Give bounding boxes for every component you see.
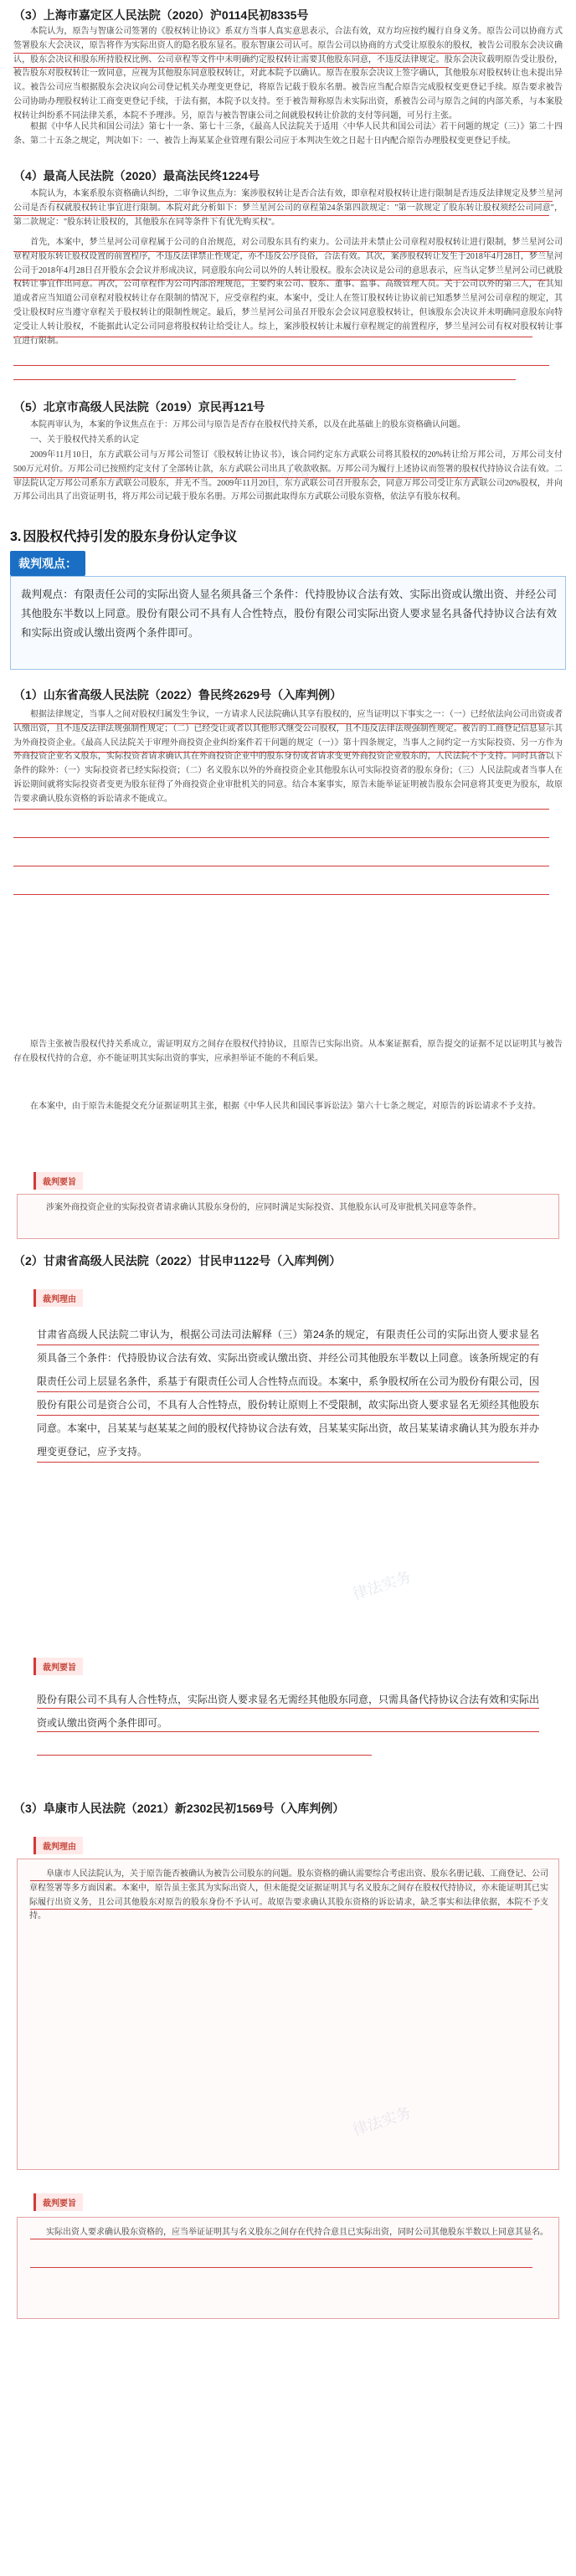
underline [37, 1731, 539, 1732]
section-number: 3. [10, 530, 22, 544]
case-heading: （3）阜康市人民法院（2021）新2302民初1569号（入库判例） [13, 1802, 345, 1815]
underline [30, 1880, 532, 1881]
paragraph: 原告主张被告股权代持关系成立，需证明双方之间存在股权代持协议，且原告已实际出资。从本案证据看，原告提交的证据不足以证明其与被告存在股权代持的合意，亦不能证明其实际出资的事实，应承担举证不能的不利后果。 [13, 1040, 563, 1063]
paragraph: 2009年11月10日，东方武联公司与万邦公司签订《股权转让协议书》，该合同约定东方武联公司将其股权的20%转让给万邦公司，万邦公司支付500万元对价。万邦公司已按照约定支付了全部转让款，东方武联公司出具了收款收据。万邦公司为履行上述协议而签署的股权代持协议合法有效。二审法院认定万邦公司系东方武联公司股东，并无不当。2009年11月20日，东方武联公司召开股东会，同意万邦公司受让东方武联公司20%股权，并向万邦公司出具了出资证明书，将万邦公司记载于股东名册。万邦公司据此取得东方武联公司股东资格，依法享有股东权利。 [13, 450, 563, 502]
underline [13, 752, 549, 753]
viewpoint-text: 裁判观点：有限责任公司的实际出资人显名须具备三个条件：代持股协议合法有效、实际出资或认缴出资、并经公司其他股东半数以上同意。股份有限公司不具有人合性特点，股份有限公司实际出资人要求显名具备代持协议合法有效和实际出资或认缴出资两个条件即可。 [21, 589, 557, 639]
paragraph: 甘肃省高级人民法院二审认为，根据公司法司法解释（三）第24条的规定，有限责任公司的实际出资人要求显名须具备三个条件：代持股协议合法有效、实际出资或认缴出资、并经公司其他股东半数以上同意。该条所规定的有限责任公司上层显名条件，系基于有限责任公司人合性特点而设。本案中，系争股权所在公司为股份有限公司，因股份有限公司是资合公司，不具有人合性特点，股份转让原则上不受限制，故实际出资人要求显名无须经其他股东同意。本案中，吕某某与赵某某之间的股权代持协议合法有效，吕某某实际出资，故吕某某请求确认其为股东并办理变更登记，应予支持。 [37, 1329, 540, 1458]
case-heading: （5）北京市高级人民法院（2019）京民再121号 [13, 400, 265, 414]
paragraph: 本院认为，原告与智康公司签署的《股权转让协议》系双方当事人真实意思表示，合法有效，双方均应按约履行自身义务。原告公司以协商方式签署股东大会决议，原告将作为实际出资人的隐名股东显名。股东智康公司认可。原告公司以协商的方式受让原股东的股权，被告公司股东会决议确认，股东会决议和股东所持股权比例、公司章程等文件中未明确约定股权转让需要其他股东同意，不违反法律规定。股东会决议载明原告受让股份，被告股东对股权转让一致同意，应视为其他股东同意股权转让，对此本院予以确认。原告在股东会决议上签字确认，其他股东对股权转让也未提出异议。被告公司应当根据股东会决议向公司登记机关办理变更登记，将原告记载于股东名册。被告应当配合原告完成股权变更登记手续。原告要求被告公司协助办理股权转让工商变更登记手续，于法有据，本院予以支持。至于被告辩称原告未实际出资，系被告公司与原告之间的内部关系，与本案股权转让纠纷系不同法律关系，本院不予理涉。另，原告与被告智康公司之间就股权转让价款的支付等问题，可另行主张。 [13, 27, 563, 121]
underline [37, 1391, 539, 1392]
underline [13, 809, 549, 810]
gist-tag: 裁判要旨 [33, 1658, 83, 1675]
underline [13, 53, 482, 54]
gist-box [17, 2217, 559, 2319]
underline [13, 477, 482, 478]
paragraph: 根据《中华人民共和国公司法》第七十一条、第七十三条，《最高人民法院关于适用〈中华人民共和国公司法〉若干问题的规定（三）》第二十四条、第二十五条之规定，判决如下：一、被告上海某某企业管理有限公司应于本判决生效之日起十日内配合原告办理股权变更登记手续。 [13, 122, 563, 146]
paragraph: 根据法律规定，当事人之间对股权归属发生争议，一方请求人民法院确认其享有股权的，应当证明以下事实之一：（一）已经依法向公司出资或者认缴出资，且不违反法律法规强制性规定；（二）已经受让或者以其他形式继受公司股权，且不违反法律法规强制性规定。被告的工商登记信息显示其为外商投资企业。《最高人民法院关于审理外商投资企业纠纷案件若干问题的规定（一）》第十四条规定，当事人之间约定一方实际投资、另一方作为外商投资企业名义股东，实际投资者请求确认其在外商投资企业中的股东身份或者请求变更外商投资企业股东的，人民法院不予支持。同时具备以下条件的除外：（一）实际投资者已经实际投资；（二）名义股东以外的外商投资企业其他股东认可实际投资者的股东身份；（三）人民法院或者当事人在诉讼期间就将实际投资者变更为股东征得了外商投资企业审批机关的同意。结合本案事实，原告未能举证证明被告股东会同意将其变更为股东，故原告要求确认股东资格的诉讼请求不能成立。 [13, 710, 563, 804]
watermark: 律法实务 [350, 2104, 414, 2139]
case-heading: （1）山东省高级人民法院（2022）鲁民终2629号（入库判例） [13, 688, 342, 702]
underline [50, 201, 553, 202]
gist-tag: 裁判要旨 [33, 1172, 83, 1190]
underline [13, 837, 549, 838]
gist-text: 股份有限公司不具有人合性特点，实际出资人要求显名无需经其他股东同意，只需具备代持协议合法有效和实际出资或认缴出资两个条件即可。 [37, 1694, 540, 1729]
case-heading: （4）最高人民法院（2020）最高法民终1224号 [13, 169, 260, 183]
watermark: 律法实务 [249, 463, 313, 498]
paragraph: 本院再审认为，本案的争议焦点在于：万邦公司与原告是否存在股权代持关系，以及在此基础上的股东资格确认问题。 [30, 420, 465, 429]
gist-tag: 裁判要旨 [33, 2193, 83, 2211]
section-title-text: 因股权代持引发的股东身份认定争议 [23, 530, 238, 544]
reason-tag: 裁判理由 [33, 1837, 83, 1854]
underline [13, 894, 549, 895]
underline [13, 365, 549, 366]
underline [13, 723, 549, 724]
paragraph: 阜康市人民法院认为，关于原告能否被确认为被告公司股东的问题。股东资格的确认需要综合考虑出资、股东名册记载、工商登记、公司章程签署等多方面因素。本案中，原告虽主张其为实际出资人，但未能提交证据证明其与名义股东之间存在股权代持协议，亦未能证明其已实际履行出资义务，且公司其他股东对原告的股东身份不予认可。故原告要求确认其股东资格的诉讼请求，缺乏事实和法律依据，本院不予支持。 [29, 1869, 548, 1921]
section-title [10, 526, 237, 545]
paragraph: 在本案中，由于原告未能提交充分证据证明其主张，根据《中华人民共和国民事诉讼法》第六十七条之规定，对原告的诉讼请求不予支持。 [30, 1102, 541, 1111]
paragraph: 本院认为，本案系股东资格确认纠纷，二审争议焦点为：案涉股权转让是否合法有效，即章程对股权转让进行限制是否违反法律规定及梦兰星河公司是否有权就股权转让事宜进行限制。本院对此分析如下：梦兰星河公司的章程第24条第四款规定："第一款规定了股东转让股权须经公司同意"，第二款规定："股东转让股权的，其他股东在同等条件下有优先购买权"。 [13, 189, 563, 227]
underline [37, 1415, 539, 1416]
paragraph: 一、关于股权代持关系的认定 [30, 435, 139, 445]
gist-text: 涉案外商投资企业的实际投资者请求确认其股东身份的，应同时满足实际投资、其他股东认可及审批机关同意等条件。 [46, 1203, 481, 1212]
underline [30, 2267, 532, 2268]
underline [13, 379, 516, 380]
gist-box [17, 1194, 559, 1239]
watermark: 律法实务 [350, 1568, 414, 1603]
underline [30, 1909, 532, 1910]
underline [37, 1462, 539, 1463]
underline [13, 215, 549, 216]
gist-text: 实际出资人要求确认股东资格的，应当举证证明其与名义股东之间存在代持合意且已实际出资，同时公司其他股东半数以上同意其显名。 [46, 2228, 548, 2237]
case-heading: （2）甘肃省高级人民法院（2022）甘民申1122号（入库判例） [13, 1254, 342, 1267]
underline [37, 1755, 372, 1756]
underline [37, 1708, 539, 1709]
viewpoint-badge: 裁判观点： [10, 551, 85, 576]
paragraph: 首先，本案中，梦兰星河公司章程属于公司的自治规范，对公司股东具有约束力。公司法并未禁止公司章程对股权转让进行限制，梦兰星河公司章程对股东转让股权设置的前置程序，不违反法律禁止性规定，亦不违反公序良俗，合法有效。其次，案涉股权转让发生于2018年4月28日，梦兰星河公司于2018年4月28日召开股东会会议并形成决议，同意股东向公司以外的人转让股权。股东会决议是公司的意思表示，应当认定梦兰星河公司已就股权转让事宜作出同意。再次，公司章程作为公司内部治理规范，主要约束公司、股东、董事、监事、高级管理人员。关于公司以外的第三人，在其知道或者应当知道公司章程对股权转让存在限制的情况下，应受章程约束。本案中，受让人在签订股权转让协议前已知悉梦兰星河公司章程的规定，其受让股权时应当遵守章程关于股权转让的限制性规定。最后，梦兰星河公司虽召开股东会会议同意股权转让，但该股东会决议并未明确同意股东向特定受让人转让股权，不能据此认定公司同意将股权转让给受让人。综上，案涉股权转让未履行章程规定的前置程序，梦兰星河公司有权对股权转让事宜进行限制。 [13, 238, 563, 346]
underline [13, 251, 549, 252]
underline [13, 67, 449, 68]
reason-box [17, 1859, 559, 2170]
reason-tag: 裁判理由 [33, 1289, 83, 1307]
viewpoint-box [10, 576, 566, 670]
case-heading: （3）上海市嘉定区人民法院（2020）沪0114民初8335号 [13, 8, 309, 22]
